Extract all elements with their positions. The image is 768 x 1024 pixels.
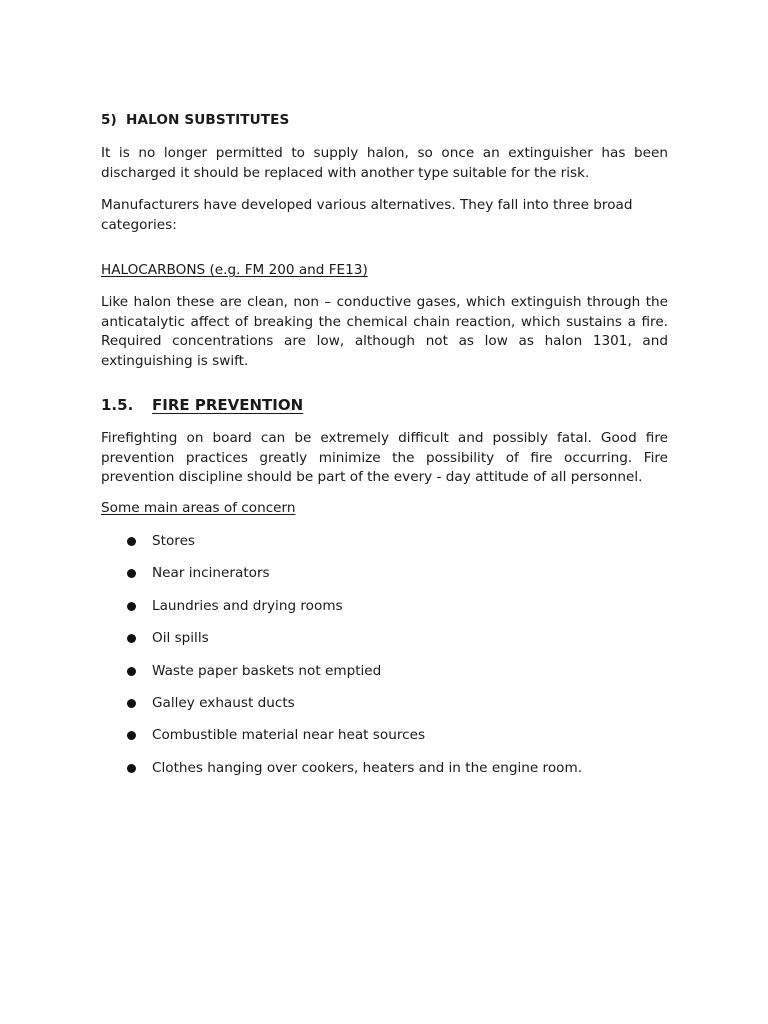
section-5-heading xyxy=(101,111,668,131)
bullet-icon xyxy=(127,667,136,676)
bullet-icon xyxy=(127,731,136,740)
section-1-5-title: FIRE PREVENTION xyxy=(152,396,304,414)
fire-prevention-paragraph: Firefighting on board can be extremely difficult and possibly fatal. Good fire prevention practices greatly minimize the possibility of fire occurring. Fire prevention discipline should be part of the every - day attitude of all personnel. xyxy=(101,430,668,485)
bullet-icon xyxy=(127,602,136,611)
list-item-label: Waste paper baskets not emptied xyxy=(152,662,382,679)
list-item-label: Galley exhaust ducts xyxy=(152,694,295,711)
concerns-heading: Some main areas of concern xyxy=(101,500,296,516)
list-item-label: Clothes hanging over cookers, heaters and in the engine room. xyxy=(152,759,583,776)
bullet-icon xyxy=(127,699,136,708)
halocarbons-heading: HALOCARBONS (e.g. FM 200 and FE13) xyxy=(101,262,368,278)
section-1-5-number: 1.5. xyxy=(101,396,134,414)
section-5-number: 5) xyxy=(101,112,117,128)
list-item-label: Near incinerators xyxy=(152,565,270,582)
bullet-icon xyxy=(127,634,136,643)
section-1-5-heading xyxy=(101,394,303,416)
halon-paragraph-2: Manufacturers have developed various alternatives. They fall into three broad categories: xyxy=(101,197,633,233)
list-item-label: Combustible material near heat sources xyxy=(152,727,426,744)
list-item-label: Oil spills xyxy=(152,630,209,647)
list-item-label: Stores xyxy=(152,533,196,549)
halon-paragraph-1: It is no longer permitted to supply halon, so once an extinguisher has been discharged it should be replaced with another type suitable for the risk. xyxy=(101,145,668,181)
section-5-title: HALON SUBSTITUTES xyxy=(126,112,290,128)
bullet-icon xyxy=(127,569,136,578)
bullet-icon xyxy=(127,764,136,773)
bullet-icon xyxy=(127,537,136,546)
list-item-label: Laundries and drying rooms xyxy=(152,597,343,614)
halocarbons-paragraph: Like halon these are clean, non – conductive gases, which extinguish through the anticatalytic affect of breaking the chemical chain reaction, which sustains a fire. Required concentrations are low, although not as low as halon 1301, and extinguishing is swift. xyxy=(101,294,668,369)
